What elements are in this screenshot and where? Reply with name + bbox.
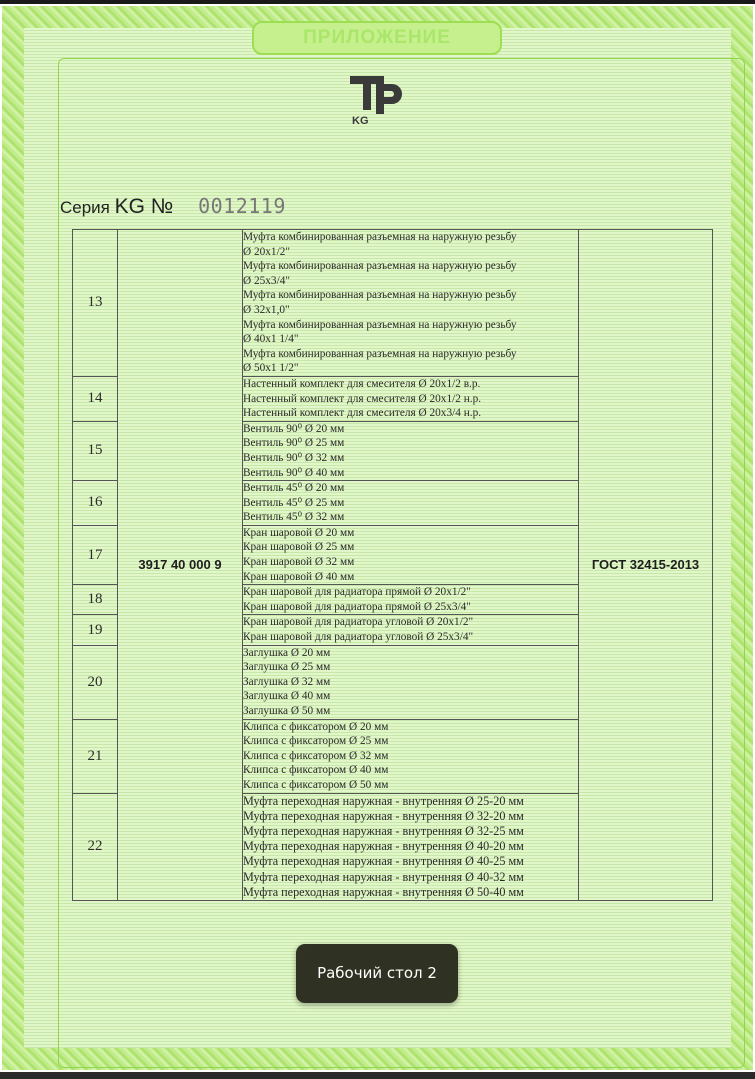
product-line: Вентиль 45⁰ Ø 20 мм bbox=[243, 482, 345, 495]
product-list-cell bbox=[243, 615, 579, 645]
product-line: Кран шаровой Ø 40 мм bbox=[243, 570, 355, 583]
product-line: Кран шаровой Ø 20 мм bbox=[243, 526, 355, 539]
product-list-cell bbox=[243, 585, 579, 615]
product-line: Кран шаровой для радиатора прямой Ø 20x1/2" bbox=[243, 586, 471, 599]
product-line: Вентиль 90⁰ Ø 25 мм bbox=[243, 437, 345, 450]
row-number: 16 bbox=[73, 481, 118, 526]
product-line: Кран шаровой Ø 32 мм bbox=[243, 556, 355, 569]
product-line: Муфта переходная наружная - внутренняя Ø 32-25 мм bbox=[243, 823, 524, 838]
row-number: 19 bbox=[73, 615, 118, 645]
row-number: 18 bbox=[73, 585, 118, 615]
product-line: Клипса с фиксатором Ø 50 мм bbox=[243, 778, 389, 791]
hs-code-cell: 3917 40 000 9 bbox=[118, 230, 243, 901]
product-line: Муфта комбинированная разъемная на наружную резьбу bbox=[243, 260, 517, 273]
product-line: Муфта переходная наружная - внутренняя Ø 40-32 мм bbox=[243, 869, 524, 884]
product-list-cell bbox=[243, 719, 579, 793]
product-line: Заглушка Ø 20 мм bbox=[243, 646, 331, 659]
table-row bbox=[73, 230, 713, 377]
logo-text: KG bbox=[352, 115, 369, 127]
product-line: Вентиль 90⁰ Ø 20 мм bbox=[243, 422, 345, 435]
series-number: 0012119 bbox=[198, 194, 286, 218]
product-line: Кран шаровой Ø 25 мм bbox=[243, 541, 355, 554]
product-line: Вентиль 45⁰ Ø 32 мм bbox=[243, 511, 345, 524]
product-line: Муфта переходная наружная - внутренняя Ø 50-40 мм bbox=[243, 884, 524, 899]
row-number: 21 bbox=[73, 719, 118, 793]
product-line: Заглушка Ø 50 мм bbox=[243, 705, 331, 717]
row-number: 15 bbox=[73, 421, 118, 480]
product-line: Муфта переходная наружная - внутренняя Ø 40-25 мм bbox=[243, 854, 524, 869]
series-code: KG № bbox=[114, 195, 174, 218]
product-list-cell bbox=[243, 645, 579, 719]
product-list-cell bbox=[243, 793, 579, 900]
product-line: Муфта переходная наружная - внутренняя Ø 32-20 мм bbox=[243, 808, 524, 823]
product-list-cell bbox=[243, 376, 579, 421]
product-line: Муфта переходная наружная - внутренняя Ø 25-20 мм bbox=[243, 793, 524, 808]
product-line: Настенный комплект для смесителя Ø 20x3/4 н.р. bbox=[243, 407, 482, 420]
product-line: Вентиль 90⁰ Ø 40 мм bbox=[243, 466, 345, 479]
series-line bbox=[60, 194, 286, 219]
product-line: Вентиль 90⁰ Ø 32 мм bbox=[243, 451, 345, 464]
product-line: Клипса с фиксатором Ø 32 мм bbox=[243, 749, 389, 762]
product-line: Муфта комбинированная разъемная на наружную резьбу bbox=[243, 347, 517, 360]
product-list-cell bbox=[243, 421, 579, 480]
product-line: Ø 40x1 1/4" bbox=[243, 333, 299, 346]
row-number: 14 bbox=[73, 376, 118, 421]
product-line: Кран шаровой для радиатора прямой Ø 25x3/4" bbox=[243, 600, 471, 613]
product-line: Кран шаровой для радиатора угловой Ø 25x3/4" bbox=[243, 631, 474, 644]
row-number: 20 bbox=[73, 645, 118, 719]
row-number: 13 bbox=[73, 230, 118, 377]
product-line: Муфта комбинированная разъемная на наружную резьбу bbox=[243, 289, 517, 302]
product-line: Заглушка Ø 40 мм bbox=[243, 690, 331, 703]
product-line: Ø 20x1/2" bbox=[243, 245, 290, 258]
product-line: Ø 50x1 1/2" bbox=[243, 362, 299, 375]
product-line: Муфта комбинированная разъемная на наружную резьбу bbox=[243, 318, 517, 331]
product-line: Заглушка Ø 32 мм bbox=[243, 675, 331, 688]
product-line: Клипса с фиксатором Ø 40 мм bbox=[243, 764, 389, 777]
product-line: Муфта комбинированная разъемная на наружную резьбу bbox=[243, 231, 517, 243]
product-line: Вентиль 45⁰ Ø 25 мм bbox=[243, 496, 345, 509]
product-line: Настенный комплект для смесителя Ø 20x1/2 н.р. bbox=[243, 392, 482, 405]
product-line: Ø 25x3/4" bbox=[243, 274, 290, 287]
product-line: Ø 32x1,0" bbox=[243, 303, 290, 316]
window-top-bar bbox=[0, 0, 755, 4]
product-line: Муфта переходная наружная - внутренняя Ø 40-20 мм bbox=[243, 839, 524, 854]
company-logo bbox=[346, 74, 408, 128]
desktop-tooltip: Рабочий стол 2 bbox=[296, 944, 458, 1003]
product-line: Клипса с фиксатором Ø 25 мм bbox=[243, 735, 389, 748]
product-list-cell bbox=[243, 525, 579, 584]
row-number: 22 bbox=[73, 793, 118, 900]
product-list-cell bbox=[243, 230, 579, 377]
row-number: 17 bbox=[73, 525, 118, 584]
product-line: Заглушка Ø 25 мм bbox=[243, 661, 331, 674]
product-list-cell bbox=[243, 481, 579, 526]
standard-cell: ГОСТ 32415-2013 bbox=[579, 230, 713, 901]
window-bottom-bar bbox=[0, 1072, 755, 1079]
product-line: Клипса с фиксатором Ø 20 мм bbox=[243, 720, 389, 733]
products-table bbox=[72, 229, 713, 901]
series-label: Серия bbox=[60, 198, 110, 217]
appendix-tab: ПРИЛОЖЕНИЕ bbox=[252, 21, 502, 55]
product-line: Кран шаровой для радиатора угловой Ø 20x1/2" bbox=[243, 616, 474, 629]
product-line: Настенный комплект для смесителя Ø 20x1/2 в.р. bbox=[243, 377, 481, 390]
